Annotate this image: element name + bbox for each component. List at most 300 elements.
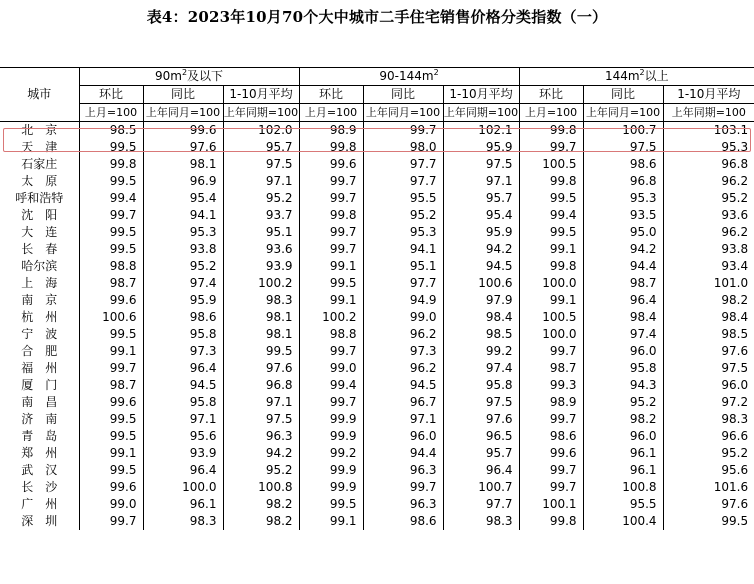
index-value: 95.8: [143, 326, 223, 343]
index-value: 94.5: [143, 377, 223, 394]
index-value: 98.6: [363, 513, 443, 530]
city-name: 石家庄: [21, 157, 58, 171]
table-row: [0, 292, 754, 309]
index-value: 96.8: [663, 156, 754, 173]
index-value: 99.0: [299, 360, 363, 377]
city-name: 沈 阳: [21, 208, 58, 222]
table-row: [0, 462, 754, 479]
index-value: 93.6: [663, 207, 754, 224]
index-value: 98.7: [79, 377, 143, 394]
index-value: 98.7: [583, 275, 663, 292]
index-value: 99.9: [299, 428, 363, 445]
index-value: 100.0: [143, 479, 223, 496]
table-row: [0, 445, 754, 462]
index-value: 97.7: [363, 156, 443, 173]
index-value: 96.9: [143, 173, 223, 190]
index-value: 97.3: [143, 343, 223, 360]
index-value: 96.4: [583, 292, 663, 309]
index-value: 95.3: [663, 139, 754, 156]
index-value: 102.0: [223, 122, 299, 140]
index-value: 99.1: [299, 513, 363, 530]
index-value: 95.0: [583, 224, 663, 241]
index-value: 96.4: [443, 462, 519, 479]
index-value: 97.5: [443, 156, 519, 173]
index-value: 94.4: [363, 445, 443, 462]
index-value: 96.1: [583, 462, 663, 479]
index-value: 97.5: [223, 411, 299, 428]
index-value: 96.4: [143, 462, 223, 479]
index-value: 100.8: [223, 479, 299, 496]
index-value: 96.0: [583, 428, 663, 445]
group-suffix: 以上: [644, 69, 669, 83]
index-value: 99.6: [299, 156, 363, 173]
index-value: 94.9: [363, 292, 443, 309]
table-row: [0, 360, 754, 377]
index-value: 98.7: [519, 360, 583, 377]
city-name: 哈尔滨: [21, 259, 58, 273]
index-value: 97.3: [363, 343, 443, 360]
index-value: 93.9: [223, 258, 299, 275]
index-value: 95.2: [143, 258, 223, 275]
table-row: [0, 156, 754, 173]
index-value: 97.4: [143, 275, 223, 292]
index-value: 97.5: [583, 139, 663, 156]
index-value: 99.8: [79, 156, 143, 173]
index-value: 100.0: [519, 326, 583, 343]
index-value: 99.1: [299, 292, 363, 309]
index-value: 93.8: [663, 241, 754, 258]
index-value: 100.7: [583, 122, 663, 140]
index-value: 96.0: [363, 428, 443, 445]
index-value: 99.5: [79, 173, 143, 190]
index-value: 97.2: [663, 394, 754, 411]
city-name: 厦 门: [21, 378, 58, 392]
index-value: 99.2: [299, 445, 363, 462]
index-value: 99.7: [299, 394, 363, 411]
index-value: 99.5: [519, 224, 583, 241]
sub-header-avg: 1-10月平均: [223, 86, 299, 104]
index-value: 99.1: [299, 258, 363, 275]
index-value: 97.4: [443, 360, 519, 377]
index-value: 95.4: [443, 207, 519, 224]
index-value: 99.7: [79, 360, 143, 377]
index-value: 98.2: [663, 292, 754, 309]
index-value: 99.5: [299, 496, 363, 513]
table-row: [0, 411, 754, 428]
table-row: [0, 377, 754, 394]
index-value: 99.7: [79, 513, 143, 530]
table-row: [0, 394, 754, 411]
index-value: 95.1: [363, 258, 443, 275]
group-sup: 2: [433, 68, 439, 77]
index-value: 95.3: [583, 190, 663, 207]
city-name: 合 肥: [21, 344, 58, 358]
index-value: 95.2: [223, 190, 299, 207]
index-value: 99.9: [299, 462, 363, 479]
index-value: 95.6: [143, 428, 223, 445]
index-value: 94.3: [583, 377, 663, 394]
table-row: [0, 241, 754, 258]
index-value: 97.1: [223, 173, 299, 190]
city-name: 天 津: [21, 140, 58, 154]
base-header-prev-year-period: 上年同期=100: [663, 104, 754, 122]
index-value: 98.6: [143, 309, 223, 326]
index-value: 98.8: [79, 258, 143, 275]
index-value: 99.7: [519, 411, 583, 428]
index-value: 99.1: [519, 292, 583, 309]
index-value: 99.5: [663, 513, 754, 530]
index-value: 99.5: [79, 139, 143, 156]
index-value: 97.1: [223, 394, 299, 411]
index-value: 98.1: [223, 309, 299, 326]
index-value: 98.5: [663, 326, 754, 343]
index-value: 96.2: [663, 173, 754, 190]
index-value: 99.7: [79, 207, 143, 224]
index-value: 95.5: [363, 190, 443, 207]
index-value: 98.3: [663, 411, 754, 428]
index-value: 99.5: [79, 428, 143, 445]
index-value: 93.9: [143, 445, 223, 462]
index-value: 95.8: [143, 394, 223, 411]
index-value: 99.5: [299, 275, 363, 292]
group-suffix: 及以下: [187, 69, 224, 83]
city-name: 广 州: [21, 497, 58, 511]
group-header-144-and-above: [519, 68, 754, 86]
index-value: 93.5: [583, 207, 663, 224]
index-value: 98.4: [663, 309, 754, 326]
table-row: [0, 479, 754, 496]
index-value: 99.7: [299, 343, 363, 360]
city-name: 杭 州: [21, 310, 58, 324]
sub-header-yoy: 同比: [363, 86, 443, 104]
index-value: 99.0: [79, 496, 143, 513]
index-value: 97.9: [443, 292, 519, 309]
index-value: 94.4: [583, 258, 663, 275]
index-value: 95.7: [223, 139, 299, 156]
index-value: 99.7: [299, 190, 363, 207]
index-value: 94.5: [363, 377, 443, 394]
city-name: 长 春: [21, 242, 58, 256]
group-label: 144m: [604, 69, 640, 83]
index-value: 96.1: [583, 445, 663, 462]
index-value: 98.4: [443, 309, 519, 326]
table-row: [0, 173, 754, 190]
index-value: 99.5: [79, 462, 143, 479]
table-body: [0, 122, 754, 531]
index-value: 97.7: [363, 173, 443, 190]
city-name: 长 沙: [21, 480, 58, 494]
index-value: 99.2: [443, 343, 519, 360]
index-value: 93.6: [223, 241, 299, 258]
index-value: 98.3: [143, 513, 223, 530]
index-value: 98.4: [583, 309, 663, 326]
group-header-90-and-below: [79, 68, 299, 86]
index-value: 93.4: [663, 258, 754, 275]
index-value: 98.6: [583, 156, 663, 173]
index-value: 101.6: [663, 479, 754, 496]
index-value: 98.3: [443, 513, 519, 530]
index-value: 99.6: [79, 292, 143, 309]
index-value: 100.2: [299, 309, 363, 326]
index-value: 96.2: [363, 326, 443, 343]
index-value: 95.4: [143, 190, 223, 207]
city-name: 郑 州: [21, 446, 58, 460]
index-value: 99.1: [79, 343, 143, 360]
header-sub-row: [0, 86, 754, 104]
table-row: [0, 207, 754, 224]
header-base-row: [0, 104, 754, 122]
index-value: 95.2: [363, 207, 443, 224]
sub-header-avg: 1-10月平均: [663, 86, 754, 104]
index-value: 98.5: [443, 326, 519, 343]
index-value: 95.5: [583, 496, 663, 513]
index-value: 97.5: [663, 360, 754, 377]
index-value: 96.0: [583, 343, 663, 360]
index-value: 99.3: [519, 377, 583, 394]
index-value: 99.4: [79, 190, 143, 207]
index-value: 96.3: [363, 496, 443, 513]
city-name: 上 海: [21, 276, 58, 290]
index-value: 95.2: [223, 462, 299, 479]
index-value: 100.7: [443, 479, 519, 496]
sub-header-avg: 1-10月平均: [443, 86, 519, 104]
index-value: 95.8: [583, 360, 663, 377]
index-value: 97.6: [663, 496, 754, 513]
table-row: [0, 224, 754, 241]
index-value: 99.8: [519, 258, 583, 275]
index-value: 99.5: [519, 190, 583, 207]
base-header-prev-year-month: 上年同月=100: [363, 104, 443, 122]
index-value: 97.6: [443, 411, 519, 428]
base-header-prev-year-month: 上年同月=100: [583, 104, 663, 122]
base-header-prev-month: 上月=100: [519, 104, 583, 122]
index-value: 95.2: [663, 190, 754, 207]
city-name: 武 汉: [21, 463, 58, 477]
sub-header-yoy: 同比: [143, 86, 223, 104]
index-value: 96.8: [223, 377, 299, 394]
index-value: 99.6: [519, 445, 583, 462]
index-value: 99.4: [519, 207, 583, 224]
page-title: 表4：2023年10月70个大中城市二手住宅销售价格分类指数（一）: [146, 8, 608, 26]
index-value: 99.5: [79, 326, 143, 343]
index-value: 101.0: [663, 275, 754, 292]
index-value: 99.8: [519, 122, 583, 140]
index-value: 96.8: [583, 173, 663, 190]
sub-header-mom: 环比: [519, 86, 583, 104]
index-value: 102.1: [443, 122, 519, 140]
index-value: 103.1: [663, 122, 754, 140]
index-value: 96.5: [443, 428, 519, 445]
index-value: 98.1: [143, 156, 223, 173]
index-value: 100.6: [443, 275, 519, 292]
sub-header-yoy: 同比: [583, 86, 663, 104]
city-name: 南 京: [21, 293, 58, 307]
sub-header-mom: 环比: [79, 86, 143, 104]
index-value: 99.8: [519, 513, 583, 530]
index-value: 95.8: [443, 377, 519, 394]
index-value: 100.2: [223, 275, 299, 292]
table-row: [0, 428, 754, 445]
index-value: 99.7: [519, 462, 583, 479]
index-value: 99.8: [299, 139, 363, 156]
index-value: 100.1: [519, 496, 583, 513]
index-value: 99.9: [299, 479, 363, 496]
city-name: 大 连: [21, 225, 58, 239]
index-value: 99.1: [79, 445, 143, 462]
sub-header-mom: 环比: [299, 86, 363, 104]
index-value: 94.2: [583, 241, 663, 258]
index-value: 96.0: [663, 377, 754, 394]
index-value: 99.4: [299, 377, 363, 394]
index-value: 99.7: [519, 343, 583, 360]
index-value: 97.7: [363, 275, 443, 292]
index-value: 100.5: [519, 156, 583, 173]
index-value: 95.3: [363, 224, 443, 241]
index-value: 95.7: [443, 445, 519, 462]
index-value: 98.5: [79, 122, 143, 140]
city-name: 福 州: [21, 361, 58, 375]
index-value: 98.0: [363, 139, 443, 156]
index-value: 95.9: [443, 139, 519, 156]
index-value: 98.3: [223, 292, 299, 309]
index-value: 94.5: [443, 258, 519, 275]
index-value: 98.7: [79, 275, 143, 292]
table-row: [0, 326, 754, 343]
index-value: 99.7: [519, 139, 583, 156]
index-value: 99.7: [299, 224, 363, 241]
index-value: 98.9: [519, 394, 583, 411]
city-header-label: 城市: [27, 87, 52, 101]
index-value: 98.9: [299, 122, 363, 140]
table-row: [0, 309, 754, 326]
city-name: 呼和浩特: [15, 191, 64, 205]
index-value: 98.2: [583, 411, 663, 428]
index-value: 99.0: [363, 309, 443, 326]
index-value: 97.5: [443, 394, 519, 411]
index-value: 95.2: [583, 394, 663, 411]
base-header-prev-month: 上月=100: [79, 104, 143, 122]
index-value: 99.9: [299, 411, 363, 428]
base-header-prev-year-period: 上年同期=100: [223, 104, 299, 122]
index-value: 94.2: [443, 241, 519, 258]
city-name: 南 昌: [21, 395, 58, 409]
index-value: 96.7: [363, 394, 443, 411]
index-value: 99.5: [223, 343, 299, 360]
index-value: 100.5: [519, 309, 583, 326]
index-value: 95.9: [143, 292, 223, 309]
index-value: 99.6: [79, 479, 143, 496]
group-sup: 2: [181, 68, 188, 77]
index-value: 96.4: [143, 360, 223, 377]
index-value: 93.7: [223, 207, 299, 224]
base-header-prev-year-period: 上年同期=100: [443, 104, 519, 122]
group-header-90-144: [299, 68, 519, 86]
table-row: [0, 258, 754, 275]
index-value: 95.9: [443, 224, 519, 241]
index-value: 98.6: [519, 428, 583, 445]
index-value: 97.6: [223, 360, 299, 377]
city-name: 深 圳: [21, 514, 58, 528]
index-value: 97.6: [663, 343, 754, 360]
city-column-header: [0, 68, 79, 122]
index-value: 99.8: [299, 207, 363, 224]
index-value: 94.1: [363, 241, 443, 258]
index-value: 97.6: [143, 139, 223, 156]
index-value: 94.1: [143, 207, 223, 224]
index-value: 99.6: [79, 394, 143, 411]
table-row: [0, 343, 754, 360]
table-row: [0, 496, 754, 513]
table-row: [0, 275, 754, 292]
index-value: 99.7: [363, 122, 443, 140]
index-value: 100.0: [519, 275, 583, 292]
index-value: 95.7: [443, 190, 519, 207]
table-row: [0, 122, 754, 140]
city-name: 太 原: [21, 174, 58, 188]
index-value: 100.6: [79, 309, 143, 326]
index-value: 99.5: [79, 411, 143, 428]
index-value: 100.8: [583, 479, 663, 496]
city-name: 北 京: [21, 123, 58, 137]
index-value: 99.8: [519, 173, 583, 190]
index-value: 95.6: [663, 462, 754, 479]
index-value: 99.5: [79, 241, 143, 258]
index-value: 97.1: [443, 173, 519, 190]
index-value: 98.2: [223, 513, 299, 530]
index-value: 97.7: [443, 496, 519, 513]
index-value: 95.3: [143, 224, 223, 241]
index-value: 97.1: [363, 411, 443, 428]
index-value: 95.1: [223, 224, 299, 241]
table-row: [0, 139, 754, 156]
index-value: 98.8: [299, 326, 363, 343]
index-value: 99.7: [299, 241, 363, 258]
city-name: 宁 波: [21, 327, 58, 341]
index-value: 98.1: [223, 326, 299, 343]
index-value: 94.2: [223, 445, 299, 462]
index-value: 99.1: [519, 241, 583, 258]
group-sup: 2: [639, 68, 645, 77]
table-row: [0, 513, 754, 530]
index-value: 98.2: [223, 496, 299, 513]
index-value: 95.2: [663, 445, 754, 462]
index-value: 100.4: [583, 513, 663, 530]
group-label: 90m: [154, 69, 182, 83]
base-header-prev-month: 上月=100: [299, 104, 363, 122]
index-value: 93.8: [143, 241, 223, 258]
table-row: [0, 190, 754, 207]
header-group-row: [0, 68, 754, 86]
index-value: 96.2: [663, 224, 754, 241]
price-index-table: [0, 67, 754, 530]
index-value: 99.5: [79, 224, 143, 241]
index-value: 96.3: [363, 462, 443, 479]
index-value: 96.6: [663, 428, 754, 445]
index-value: 99.6: [143, 122, 223, 140]
base-header-prev-year-month: 上年同月=100: [143, 104, 223, 122]
index-value: 97.1: [143, 411, 223, 428]
city-name: 青 岛: [21, 429, 58, 443]
index-value: 99.7: [299, 173, 363, 190]
index-value: 96.3: [223, 428, 299, 445]
index-value: 97.4: [583, 326, 663, 343]
index-value: 99.7: [363, 479, 443, 496]
city-name: 济 南: [21, 412, 58, 426]
index-value: 97.5: [223, 156, 299, 173]
index-value: 96.2: [363, 360, 443, 377]
index-value: 99.7: [519, 479, 583, 496]
index-value: 96.1: [143, 496, 223, 513]
